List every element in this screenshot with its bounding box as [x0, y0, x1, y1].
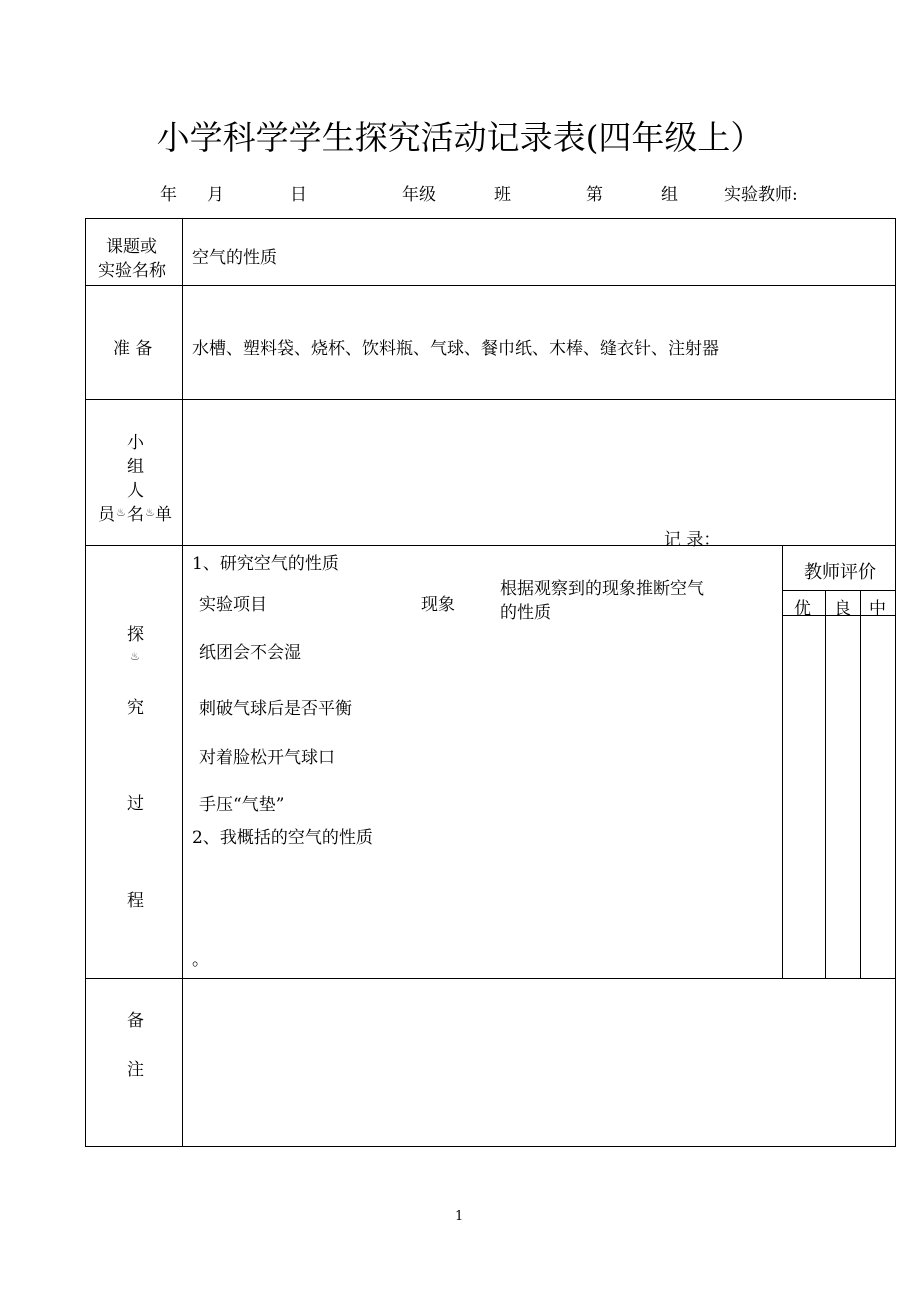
experiment-item: 手压“气垫”: [199, 795, 285, 815]
topic-label-line2: 实验名称: [98, 261, 166, 281]
prep-value: 水槽、塑料袋、烧杯、饮料瓶、气球、餐巾纸、木棒、缝衣针、注射器: [192, 339, 719, 359]
members-label-char: 员: [98, 505, 115, 525]
eval-level-fair: 中: [869, 599, 886, 619]
eval-level-good: 良: [834, 599, 851, 619]
section1-heading: 1、研究空气的性质: [192, 554, 339, 574]
end-mark: 。: [192, 950, 209, 970]
col-infer-header-line1: 根据观察到的现象推断空气: [500, 579, 704, 599]
eval-level-excellent: 优: [794, 599, 811, 619]
members-label-char: 单: [155, 505, 172, 525]
experiment-item: 刺破气球后是否平衡: [199, 699, 352, 719]
header-day: 日: [290, 185, 307, 205]
members-label-char: 人: [127, 481, 144, 501]
col-phenomenon-header: 现象: [421, 595, 455, 615]
notes-label-char: 注: [127, 1060, 144, 1080]
topic-value: 空气的性质: [192, 248, 277, 268]
process-label-char: 过: [127, 794, 144, 814]
members-label-char: 名: [127, 505, 144, 525]
header-grade: 年级: [402, 185, 436, 205]
process-label-char: 程: [127, 891, 144, 911]
eval-title: 教师评价: [804, 562, 876, 583]
record-label: 记 录：: [664, 530, 721, 550]
ornament-icon: ♨: [116, 506, 126, 519]
prep-label: 准 备: [113, 339, 153, 359]
header-class: 班: [494, 185, 511, 205]
process-label-char: 探: [127, 625, 144, 645]
experiment-item: 纸团会不会湿: [199, 643, 301, 663]
topic-label-line1: 课题或: [106, 237, 157, 257]
ornament-icon: ♨: [145, 506, 155, 519]
header-month: 月: [207, 185, 224, 205]
process-label-char: 究: [127, 698, 144, 718]
col-item-header: 实验项目: [199, 595, 267, 615]
members-label-char: 小: [127, 433, 144, 453]
experiment-item: 对着脸松开气球口: [199, 748, 335, 768]
notes-label-char: 备: [127, 1011, 144, 1031]
page-number: 1: [455, 1209, 464, 1224]
ornament-icon: ♨: [130, 650, 140, 663]
header-year: 年: [160, 185, 177, 205]
page-title: 小学科学学生探究活动记录表(四年级上）: [156, 118, 764, 157]
header-di: 第: [586, 185, 603, 205]
header-teacher: 实验教师:: [724, 185, 798, 205]
header-group: 组: [661, 185, 678, 205]
section2-heading: 2、我概括的空气的性质: [192, 828, 373, 848]
col-infer-header-line2: 的性质: [500, 603, 551, 623]
members-label-char: 组: [127, 457, 144, 477]
